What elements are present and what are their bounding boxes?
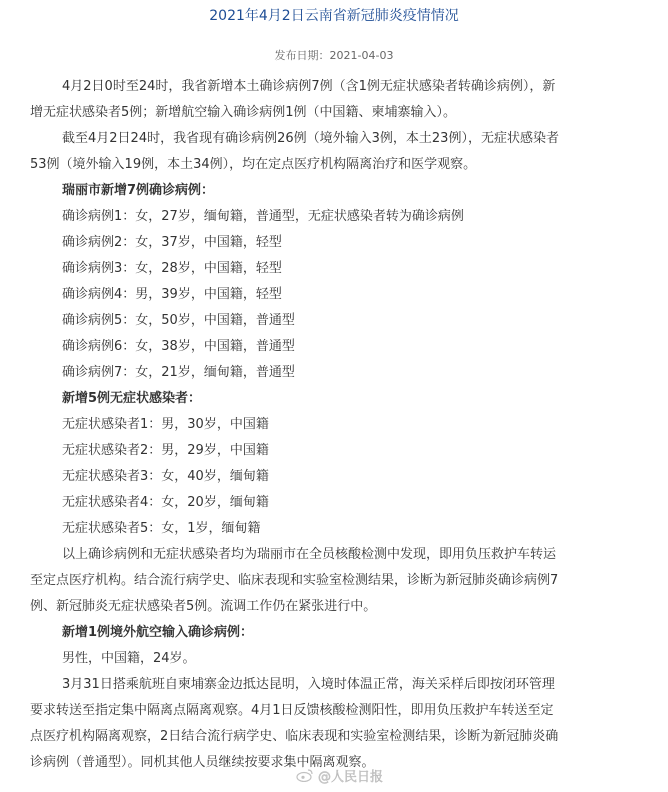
watermark-text: @人民日报 — [318, 769, 384, 785]
section-heading-confirmed: 瑞丽市新增7例确诊病例： — [62, 183, 215, 198]
article-title: 2021年4月2日云南省新冠肺炎疫情情况 — [209, 8, 459, 24]
article-body — [30, 74, 642, 776]
publish-date: 发布日期：2021-04-03 — [274, 49, 394, 62]
list-item: 确诊病例3：女，28岁，中国籍，轻型 — [62, 261, 282, 276]
list-item: 无症状感染者1：男，30岁，中国籍 — [62, 417, 269, 432]
weibo-watermark — [296, 764, 406, 786]
paragraph-line: 例、新冠肺炎无症状感染者5例。流调工作仍在紧张进行中。 — [30, 599, 377, 614]
imported-case-summary: 男性，中国籍，24岁。 — [62, 651, 196, 666]
paragraph-line: 要求转送至指定集中隔离点隔离观察。4月1日反馈核酸检测阳性，即用负压救护车转送至定 — [30, 703, 554, 718]
section-heading-asymptomatic: 新增5例无症状感染者： — [62, 391, 202, 406]
paragraph-line: 3月31日搭乘航班自柬埔寨金边抵达昆明，入境时体温正常，海关采样后即按闭环管理 — [62, 677, 555, 692]
list-item: 确诊病例2：女，37岁，中国籍，轻型 — [62, 235, 282, 250]
list-item: 确诊病例5：女，50岁，中国籍，普通型 — [62, 313, 295, 328]
list-item: 无症状感染者3：女，40岁，缅甸籍 — [62, 469, 269, 484]
paragraph-line: 诊病例（普通型）。同机其他人员继续按要求集中隔离观察。 — [30, 755, 375, 770]
list-item: 确诊病例6：女，38岁，中国籍，普通型 — [62, 339, 295, 354]
list-item: 确诊病例4：男，39岁，中国籍，轻型 — [62, 287, 282, 302]
list-item: 无症状感染者5：女，1岁，缅甸籍 — [62, 521, 261, 536]
weibo-icon — [296, 768, 314, 782]
paragraph-line: 增无症状感染者5例；新增航空输入确诊病例1例（中国籍、柬埔寨输入）。 — [30, 105, 457, 120]
paragraph-line: 以上确诊病例和无症状感染者均为瑞丽市在全员核酸检测中发现，即用负压救护车转运 — [62, 547, 557, 562]
section-heading-imported: 新增1例境外航空输入确诊病例： — [62, 625, 254, 640]
list-item: 确诊病例7：女，21岁，缅甸籍，普通型 — [62, 365, 295, 380]
paragraph-line: 至定点医疗机构。结合流行病学史、临床表现和实验室检测结果，诊断为新冠肺炎确诊病例7 — [30, 573, 559, 588]
list-item: 确诊病例1：女，27岁，缅甸籍，普通型，无症状感染者转为确诊病例 — [62, 209, 464, 224]
paragraph-line: 53例（境外输入19例，本土34例），均在定点医疗机构隔离治疗和医学观察。 — [30, 157, 477, 172]
list-item: 无症状感染者2：男，29岁，中国籍 — [62, 443, 269, 458]
paragraph-line: 点医疗机构隔离观察，2日结合流行病学史、临床表现和实验室检测结果，诊断为新冠肺炎确 — [30, 729, 559, 744]
paragraph-line: 截至4月2日24时，我省现有确诊病例26例（境外输入3例，本土23例），无症状感染者 — [62, 131, 559, 146]
list-item: 无症状感染者4：女，20岁，缅甸籍 — [62, 495, 269, 510]
paragraph-line: 4月2日0时至24时，我省新增本土确诊病例7例（含1例无症状感染者转确诊病例），新 — [62, 79, 556, 94]
